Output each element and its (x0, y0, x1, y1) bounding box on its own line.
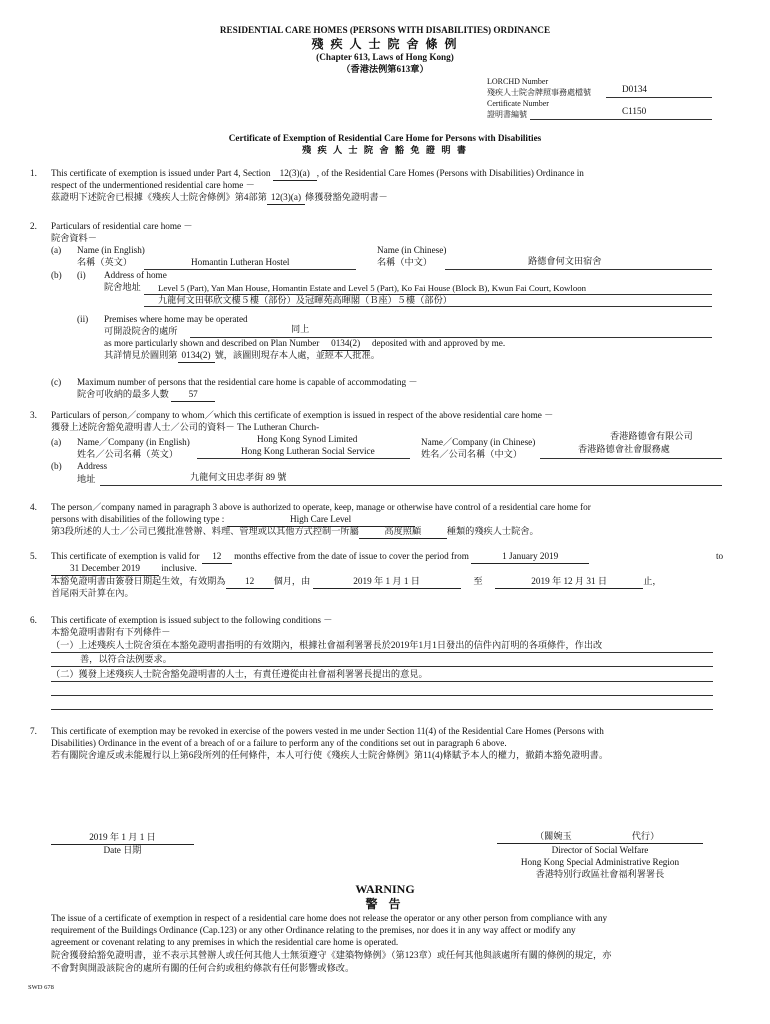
operator-name-zh-label: Name／Company (in Chinese) (421, 437, 536, 447)
section-5-zh: 本豁免證明書由簽發日期起生效，有效期為 12 個月，由 2019 年 1 月 1 日 至 2019 年 12 月 31 日 止， (51, 576, 662, 589)
section-6-heading-en: This certificate of exemption is issued subject to the following conditions － (51, 615, 333, 625)
condition-2: （二）獲發上述殘疾人士院舍豁免證明書的人士，有責任遵從由社會福利署署長提出的意見。 (51, 669, 428, 679)
home-name-zh-label: Name (in Chinese) (377, 245, 447, 255)
section-6-number: 6. (30, 615, 37, 625)
plan-text-en: as more particularly shown and described on Plan Number 0134(2) deposited with and approved by me. (104, 338, 505, 351)
section-7-number: 7. (30, 726, 37, 736)
section-3-number: 3. (30, 410, 37, 420)
section-2-heading-en: Particulars of residential care home － (51, 221, 193, 231)
plan-text-zh: 其詳情見於圖則第 0134(2) 號，該圖則現存本人處，並經本人批准。 (104, 350, 380, 363)
certificate-title-zh: 殘 疾 人 士 院 舍 豁 免 證 明 書 (301, 145, 469, 155)
section-5-line2: 31 December 2019 inclusive. (51, 563, 197, 576)
warning-title-en: WARNING (355, 882, 415, 896)
home-name-zh-label-zh: 名稱（中文） (377, 257, 433, 267)
home-name-en-label: Name (in English) (77, 245, 145, 255)
form-code: SWD 678 (28, 984, 54, 991)
section-2-heading-zh: 院舍資料－ (51, 233, 97, 243)
operator-name-en-2: Hong Kong Lutheran Social Service (241, 446, 375, 456)
section-3-heading-zh: 獲發上述院舍豁免證明書人士／公司的資料－ The Lutheran Church- (51, 422, 320, 432)
premises-value: 同上 (291, 324, 310, 334)
section-4-number: 4. (30, 502, 37, 512)
home-address-en: Level 5 (Part), Yan Man House, Homantin Estate and Level 5 (Part), Ko Fai House (Block B), Kwun Fai Court, Kowloon (158, 283, 587, 293)
section-2-number: 2. (30, 221, 37, 231)
home-address-zh: 九龍何文田邨欣文樓５樓（部份）及冠暉苑高暉閣（Ｂ座）５樓（部份） (158, 295, 452, 305)
home-name-en-label-zh: 名稱（英文） (77, 257, 133, 267)
warning-zh-line2: 不會對與開設該院舍的處所有關的任何合約或租約條款有任何影響或修改。 (51, 963, 355, 973)
section-6-heading-zh: 本豁免證明書附有下列條件－ (51, 627, 171, 637)
issue-date: 2019 年 1 月 1 日 (51, 832, 194, 845)
lorchd-label-en: LORCHD Number (487, 77, 549, 86)
operator-name-en-1: Hong Kong Synod Limited (257, 434, 358, 444)
warning-title-zh: 警 告 (365, 897, 405, 911)
section-3-heading-en: Particulars of person／company to whom／which this certificate of exemption is issued in respect of the above residential care home － (51, 410, 554, 420)
operator-name-zh-label-zh: 姓名／公司名稱（中文） (421, 449, 523, 459)
section-5-to: to (716, 551, 724, 561)
chapter-en: (Chapter 613, Laws of Hong Kong) (316, 52, 454, 62)
section-4-line2: persons with disabilities of the following type : High Care Level (51, 514, 415, 527)
home-name-en: Homantin Lutheran Hostel (191, 257, 290, 267)
home-name-zh: 路德會何文田宿舍 (528, 256, 602, 266)
warning-en-line2: requirement of the Buildings Ordinance (Cap.123) or any other Ordinance relating to the premises, nor does it in any way affect or modify any (51, 925, 576, 935)
condition-1b: 善，以符合法例要求。 (80, 654, 172, 664)
item-a-label: (a) (51, 437, 62, 447)
operator-name-zh-2: 香港路德會社會服務處 (578, 444, 670, 454)
item-b-label: (b) (51, 270, 62, 280)
item-bii-label: (ii) (77, 314, 89, 324)
premises-label-zh: 可開設院舍的處所 (104, 326, 178, 336)
chapter-zh: （香港法例第613章） (341, 64, 429, 74)
section-7-line1: This certificate of exemption may be revoked in exercise of the powers vested in me under Section 11(4) of the Residential Care Homes (Persons with (51, 726, 604, 736)
director-title-zh: 香港特別行政區社會福利署署長 (535, 869, 665, 879)
condition-1a: （一）上述殘疾人士院舍須在本豁免證明書指明的有效期內，根據社會福利署署長於2019年1月1日發出的信件內訂明的各項條件，作出改 (51, 640, 603, 650)
certificate-number: C1150 (622, 106, 647, 116)
lorchd-label-zh: 殘疾人士院舍牌照事務處檔號 (487, 88, 591, 97)
item-bi-label: (i) (77, 270, 86, 280)
warning-en-line1: The issue of a certificate of exemption in respect of a residential care home does not release the operator or any other person from compliance with any (51, 913, 608, 923)
certificate-title-en: Certificate of Exemption of Residential Care Home for Persons with Disabilities (228, 133, 542, 143)
section-5-number: 5. (30, 551, 37, 561)
lorchd-number: D0134 (622, 84, 648, 94)
item-c-label: (c) (51, 377, 62, 387)
operator-address-label-zh: 地址 (77, 474, 96, 484)
item-b-label: (b) (51, 461, 62, 471)
cert-label-en: Certificate Number (487, 99, 549, 108)
section-1-text-zh: 茲證明下述院舍已根據《殘疾人士院舍條例》第4部第 12(3)(a) 條獲發豁免證明書－ (51, 192, 388, 205)
warning-en-line3: agreement or covenant relating to any premises in which the residential care home is operated. (51, 937, 399, 947)
operator-name-zh-1: 香港路德會有限公司 (610, 431, 693, 441)
signer-line: （關婉玉 代行） (497, 831, 703, 844)
section-7-zh: 若有關院舍違反或未能履行以上第6段所列的任何條件，本人可行使《殘疾人士院舍條例》第11(4)條賦予本人的權力，撤銷本豁免證明書。 (51, 750, 609, 760)
operator-address-label-en: Address (77, 461, 108, 471)
warning-zh-line1: 院舍獲發給豁免證明書，並不表示其營辦人或任何其他人士無須遵守《建築物條例》（第123章）或任何其他與該處所有關的條例的規定，亦 (51, 950, 612, 960)
ordinance-title-zh: 殘 疾 人 士 院 舍 條 例 (311, 37, 459, 51)
address-label-zh: 院舍地址 (104, 282, 141, 292)
section-4-zh: 第3段所述的人士／公司已獲批准營辦、料理、管理或以其他方式控制一所屬 高度照顧 種類的殘疾人士院舍。 (51, 526, 539, 539)
date-label: Date 日期 (103, 845, 142, 855)
cert-label-zh: 證明書編號 (487, 110, 527, 119)
max-persons-label-en: Maximum number of persons that the residential care home is capable of accommodating － (77, 377, 418, 387)
operator-name-en-label: Name／Company (in English) (77, 437, 190, 447)
section-1-line2: respect of the undermentioned residential care home － (51, 180, 255, 190)
section-7-line2: Disabilities) Ordinance in the event of a breach of or a failure to perform any of the conditions set out in paragraph 6 above. (51, 738, 507, 748)
section-5-zh-line2: 首尾兩天計算在內。 (51, 588, 134, 598)
premises-label-en: Premises where home may be operated (104, 314, 248, 324)
item-a-label: (a) (51, 245, 62, 255)
hksar-en: Hong Kong Special Administrative Region (520, 857, 680, 867)
section-4-line1: The person／company named in paragraph 3 above is authorized to operate, keep, manage or otherwise have control of a residential care home for (51, 502, 591, 512)
address-label-en: Address of home (104, 270, 167, 280)
director-title-en: Director of Social Welfare (551, 845, 649, 855)
section-1-number: 1. (30, 168, 37, 178)
section-1-text: This certificate of exemption is issued under Part 4, Section 12(3)(a) , of the Residential Care Homes (Persons with Disabilities) Ordinance in (51, 168, 584, 181)
max-persons-label-zh: 院舍可收納的最多人數 57 (77, 389, 215, 402)
ordinance-title-en: RESIDENTIAL CARE HOMES (PERSONS WITH DISABILITIES) ORDINANCE (219, 25, 551, 35)
operator-address: 九龍何文田忠孝街 89 號 (190, 472, 287, 482)
section-5-line1: This certificate of exemption is valid for 12 months effective from the date of issue to cover the period from 1 January 2019 (51, 551, 589, 564)
operator-name-en-label-zh: 姓名／公司名稱（英文） (77, 449, 179, 459)
